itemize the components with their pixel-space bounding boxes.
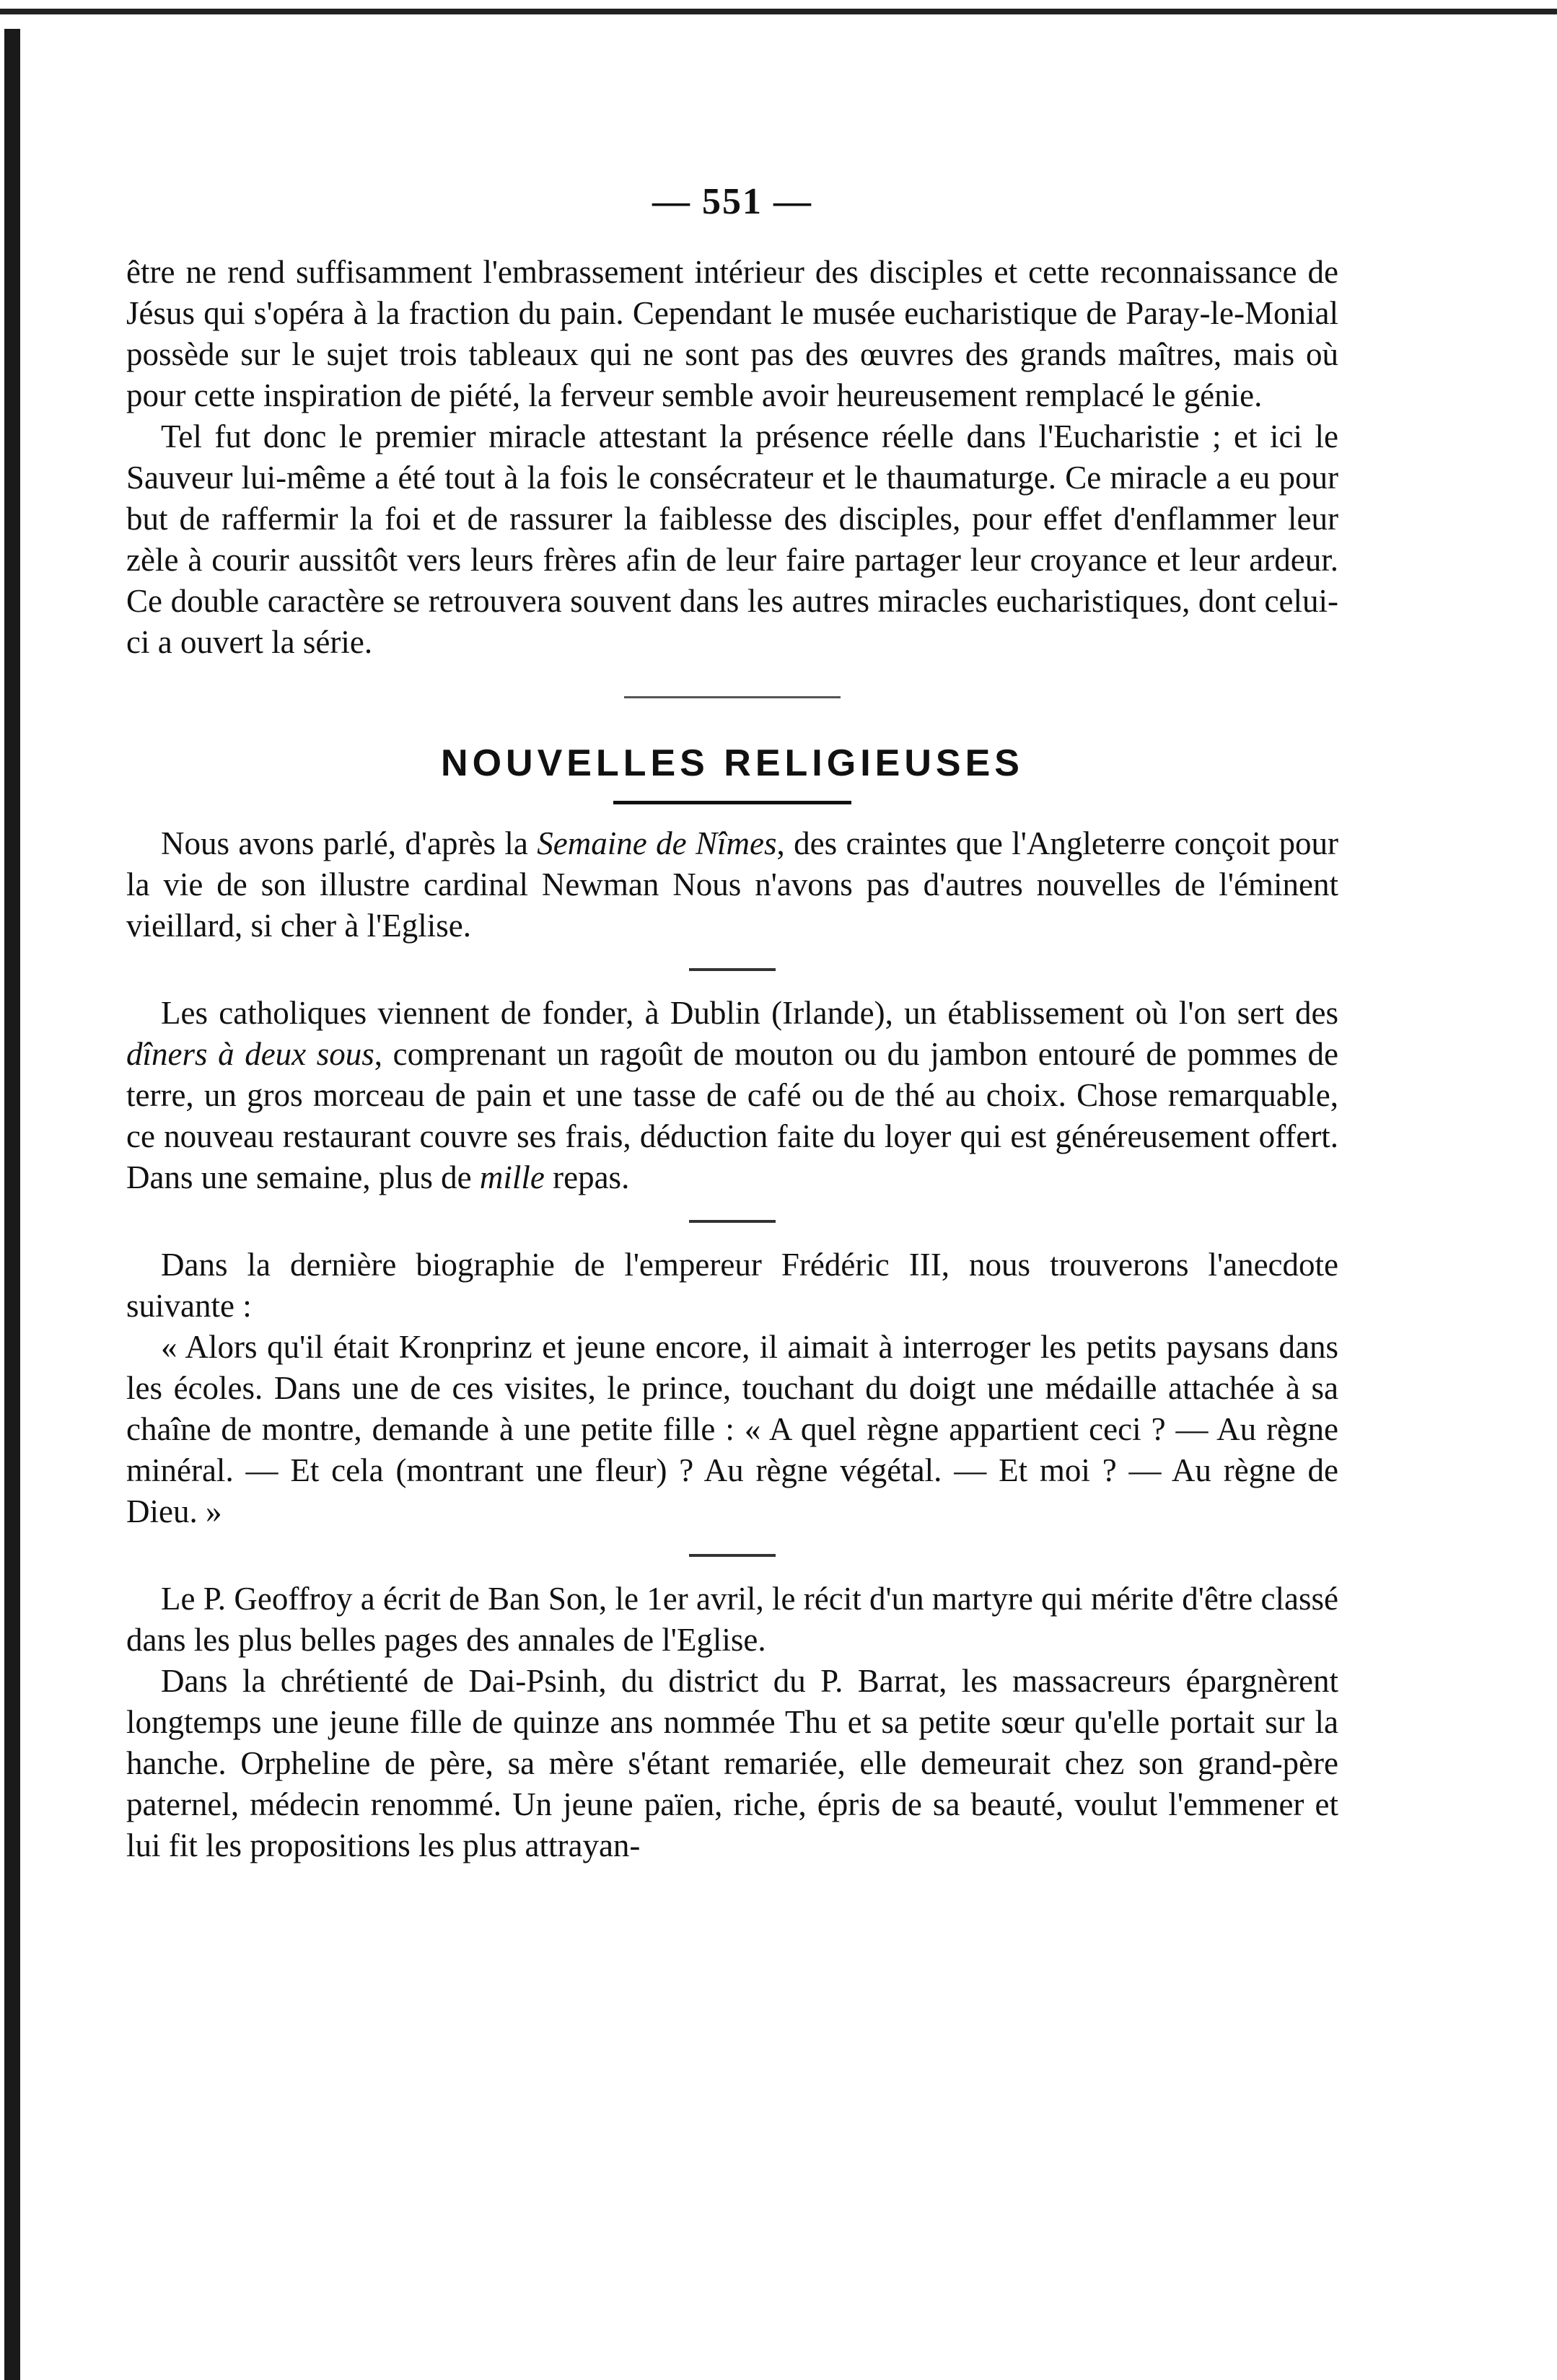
dublin-text-a: Les catholiques viennent de fonder, à Dublin (Irlande), un établissement où l'on sert des: [161, 995, 1338, 1031]
item-separator: [689, 1554, 776, 1557]
item-separator: [689, 968, 776, 971]
dublin-emphasis-2: mille: [479, 1159, 545, 1195]
page-body: [126, 180, 1338, 1866]
title-underline: [613, 801, 851, 804]
section-title: NOUVELLES RELIGIEUSES: [441, 742, 1024, 784]
section-separator: [624, 696, 841, 698]
dublin-text-c: repas.: [544, 1159, 630, 1195]
page-number: — 551 —: [652, 181, 812, 222]
dublin-text-b: , comprenant un ragoût de mouton ou du jambon entouré de pommes de terre, un gros morceau de pain et une tasse de café ou de thé au choix. Chose remarquable, ce nouveau restaurant couvre ses frais, déduction faite du loyer qui est généreusement offert. Dans une semaine, plus de: [126, 1036, 1338, 1195]
newman-source: Semaine de Nîmes: [537, 825, 777, 861]
news-item-frederic-lead: Dans la dernière biographie de l'empereur Frédéric III, nous trouverons l'anecdote suivante :: [126, 1247, 1338, 1324]
top-border-rule: [0, 9, 1557, 14]
news-item-frederic-quote: « Alors qu'il était Kronprinz et jeune encore, il aimait à interroger les petits paysans dans les écoles. Dans une de ces visites, le prince, touchant du doigt une médaille attachée à sa chaîne de montre, demande à une petite fille : « A quel règne appartient ceci ? — Au règne minéral. — Et cela (montrant une fleur) ? Au règne végétal. — Et moi ? — Au règne de Dieu. »: [126, 1329, 1338, 1529]
news-item-newman: [126, 823, 1338, 947]
news-item-geoffroy-1: Le P. Geoffroy a écrit de Ban Son, le 1er avril, le récit d'un martyre qui mérite d'être classé dans les plus belles pages des annales de l'Eglise.: [126, 1581, 1338, 1658]
news-item-geoffroy-2: Dans la chrétienté de Dai-Psinh, du district du P. Barrat, les massacreurs épargnèrent longtemps une jeune fille de quinze ans nommée Thu et sa petite sœur qu'elle portait sur la hanche. Orpheline de père, sa mère s'étant remariée, elle demeurait chez son grand-père paternel, médecin renommé. Un jeune païen, riche, épris de sa beauté, voulut l'emmener et lui fit les propositions les plus attrayan-: [126, 1663, 1338, 1863]
intro-paragraph-1: être ne rend suffisamment l'embrassement intérieur des disciples et cette reconnaissance de Jésus qui s'opéra à la fraction du pain. Cependant le musée eucharistique de Paray-le-Monial possède sur le sujet trois tableaux qui ne sont pas des œuvres des grands maîtres, mais où pour cette inspiration de piété, la ferveur semble avoir heureusement remplacé le génie.: [126, 254, 1338, 413]
newman-text-b: , des craintes que l'Angleterre conçoit pour la vie de son illustre cardinal Newman Nous n'avons pas d'autres nouvelles de l'éminent vieillard, si cher à l'Eglise.: [126, 825, 1338, 944]
item-separator: [689, 1220, 776, 1223]
left-margin-rule: [4, 29, 20, 2380]
intro-paragraph-2: Tel fut donc le premier miracle attestant la présence réelle dans l'Eucharistie ; et ici le Sauveur lui-même a été tout à la fois le consécrateur et le thaumaturge. Ce miracle a eu pour but de raffermir la foi et de rassurer la faiblesse des disciples, pour effet d'enflammer leur zèle à courir aussitôt vers leurs frères afin de leur faire partager leur croyance et leur ardeur. Ce double caractère se retrouvera souvent dans les autres miracles eucharistiques, dont celui-ci a ouvert la série.: [126, 418, 1338, 660]
news-item-dublin: [126, 993, 1338, 1198]
newman-text-a: Nous avons parlé, d'après la: [161, 825, 538, 861]
dublin-emphasis-1: dîners à deux sous: [126, 1036, 374, 1072]
